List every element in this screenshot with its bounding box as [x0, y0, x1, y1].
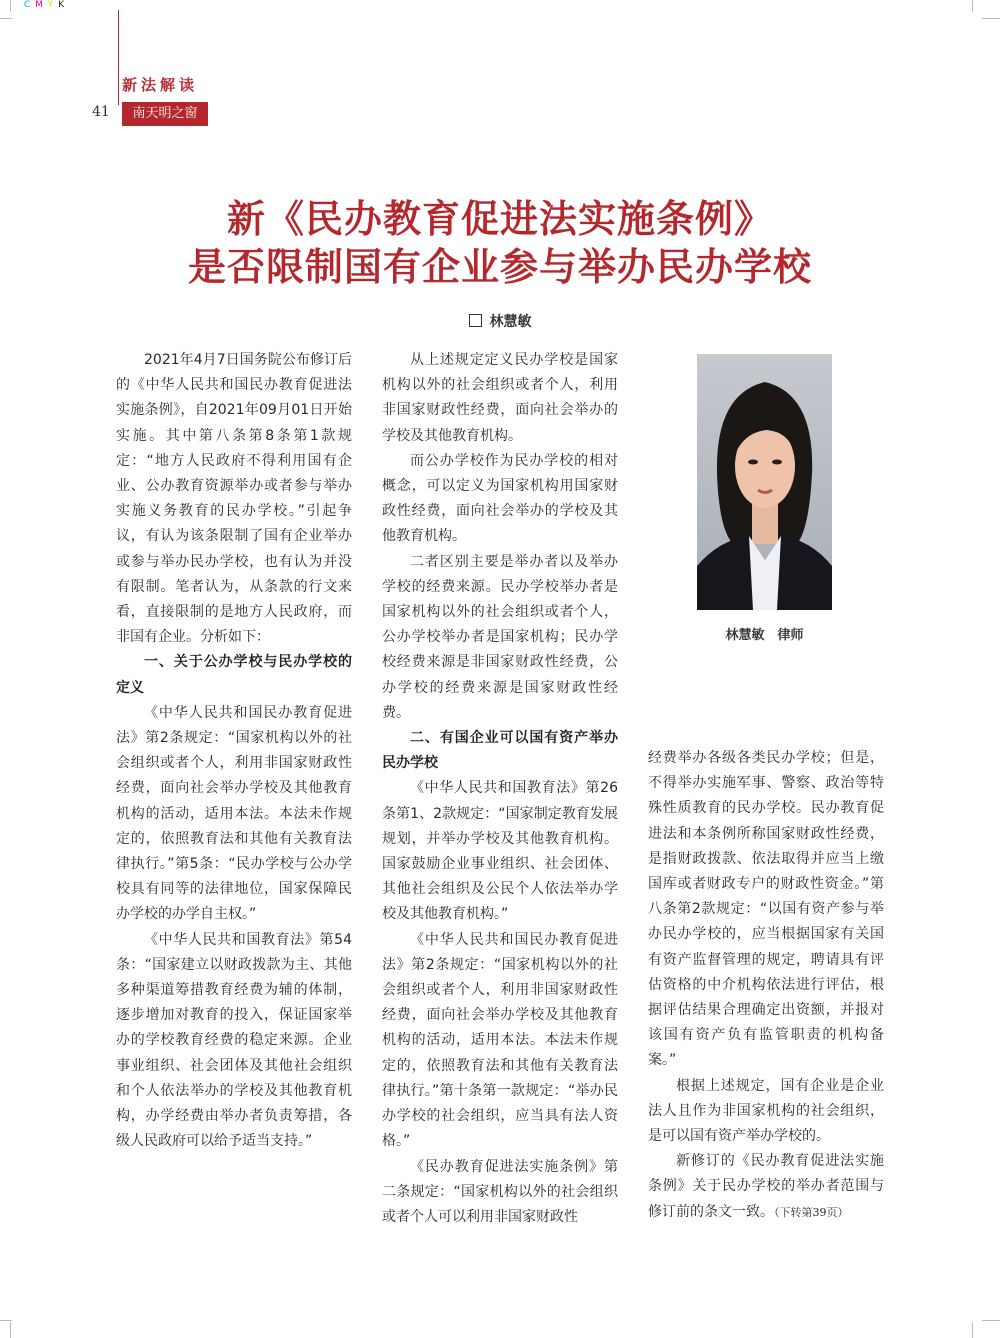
magenta-mark: M — [35, 0, 44, 10]
continued-note: （下转第39页） — [774, 1205, 849, 1219]
author-name: 林慧敏 — [489, 314, 532, 330]
article-title-line2: 是否限制国有企业参与举办民办学校 — [187, 245, 812, 289]
crop-mark — [0, 18, 12, 19]
paragraph: 从上述规定定义民办学校是国家机构以外的社会组织或者个人，利用非国家财政性经费，面向社会举办的学校及其他教育机构。 — [382, 352, 618, 444]
portrait-illustration — [697, 354, 832, 610]
byline — [0, 311, 1000, 331]
yellow-mark: Y — [47, 0, 55, 10]
paragraph-text: 新修订的《民办教育促进法实施条例》关于民办学校的举办者范围与修订前的条文一致。 — [648, 1153, 884, 1220]
paragraph: 《中华人民共和国民办教育促进法》第2条规定：“国家机构以外的社会组织或者个人，利用非国家财政性经费，面向社会举办学校及其他教育机构的活动，适用本法。本法未作规定的，依照教育法和其他有关教育法律执行。”第5条：“民办学校与公办学校具有同等的法律地位，国家保障民办学校的办学自主权。” — [116, 704, 352, 923]
column-tag: 南天明之窗 — [122, 102, 208, 126]
paragraph: 《中华人民共和国教育法》第26条第1、2款规定：“国家制定教育发展规划，并举办学校及其他教育机构。国家鼓励企业事业组织、社会团体、其他社会组织及公民个人依法举办学校及其他教育机构。” — [382, 780, 618, 923]
section-heading: 二、有国企业可以国有资产举办民办学校 — [382, 730, 618, 772]
cyan-mark: C — [24, 0, 32, 10]
text-column-1 — [116, 348, 352, 1155]
paragraph: 2021年4月7日国务院公布修订后的《中华人民共和国民办教育促进法实施条例》，自2021年09月01日开始实施。其中第八条第8条第1款规定：“地方人民政府不得利用国有企业、公办教育资源举办或者参与举办实施义务教育的民办学校。”引起争议，有认为该条限制了国有企业举办或参与举办民办学校，也有认为并没有限制。笔者认为，从条款的行文来看，直接限制的是地方人民政府，而非国有企业。分析如下： — [116, 352, 352, 646]
crop-mark — [10, 1322, 11, 1338]
section-heading: 一、关于公办学校与民办学校的定义 — [116, 654, 352, 696]
paragraph: 二者区别主要是举办者以及举办学校的经费来源。民办学校举办者是国家机构以外的社会组织或者个人，公办学校举办者是国家机构；民办学校经费来源是非国家财政性经费，公办学校的经费来源是国家财政性经费。 — [382, 553, 618, 721]
paragraph — [648, 1149, 884, 1225]
paragraph: 《中华人民共和国民办教育促进法》第2条规定：“国家机构以外的社会组织或者个人，利用非国家财政性经费，面向社会举办学校及其他教育机构的活动，适用本法。本法未作规定的，依照教育法和其他有关教育法律执行。”第十条第一款规定：“举办民办学校的社会组织，应当具有法人资格。” — [382, 931, 618, 1150]
paragraph: 《民办教育促进法实施条例》第二条规定：“国家机构以外的社会组织或者个人可以利用非国家财政性 — [382, 1158, 618, 1225]
crop-mark — [972, 0, 973, 12]
paragraph: 根据上述规定，国有企业是企业法人且作为非国家机构的社会组织，是可以国有资产举办学校的。 — [648, 1077, 884, 1145]
section-title: 新法解读 — [122, 76, 199, 94]
cmyk-color-marks — [24, 0, 65, 10]
black-mark: K — [58, 0, 66, 10]
crop-mark — [982, 18, 1000, 19]
author-box-icon — [469, 314, 482, 327]
photo-caption: 林慧敏 律师 — [725, 628, 804, 643]
crop-mark — [10, 0, 11, 12]
header-rule — [118, 10, 119, 105]
text-column-3 — [648, 746, 884, 1225]
crop-mark — [982, 1320, 1000, 1321]
paragraph: 而公办学校作为民办学校的相对概念，可以定义为国家机构用国家财政性经费，面向社会举办的学校及其他教育机构。 — [382, 452, 618, 545]
author-photo — [697, 354, 832, 610]
text-column-2 — [382, 348, 618, 1230]
article-title-line1: 新《民办教育促进法实施条例》 — [226, 197, 773, 241]
crop-mark — [972, 1322, 973, 1338]
paragraph: 经费举办各级各类民办学校；但是，不得举办实施军事、警察、政治等特殊性质教育的民办学校。民办教育促进法和本条例所称国家财政性经费，是指财政拨款、依法取得并应当上缴国库或者财政专户的财政性资金。”第八条第2款规定：“以国有资产参与举办民办学校的，应当根据国家有关国有资产监督管理的规定，聘请具有评估资格的中介机构依法进行评估，根据评估结果合理确定出资额，并报对该国有资产负有监管职责的机构备案。” — [648, 750, 884, 1069]
page-number: 41 — [92, 104, 110, 120]
crop-mark — [0, 1320, 12, 1321]
paragraph: 《中华人民共和国教育法》第54条：“国家建立以财政拨款为主、其他多种渠道筹措教育经费为辅的体制，逐步增加对教育的投入，保证国家举办的学校教育经费的稳定来源。企业事业组织、社会团体及其他社会组织和个人依法举办的学校及其他教育机构，办学经费由举办者负责筹措，各级人民政府可以给予适当支持。” — [116, 931, 352, 1150]
